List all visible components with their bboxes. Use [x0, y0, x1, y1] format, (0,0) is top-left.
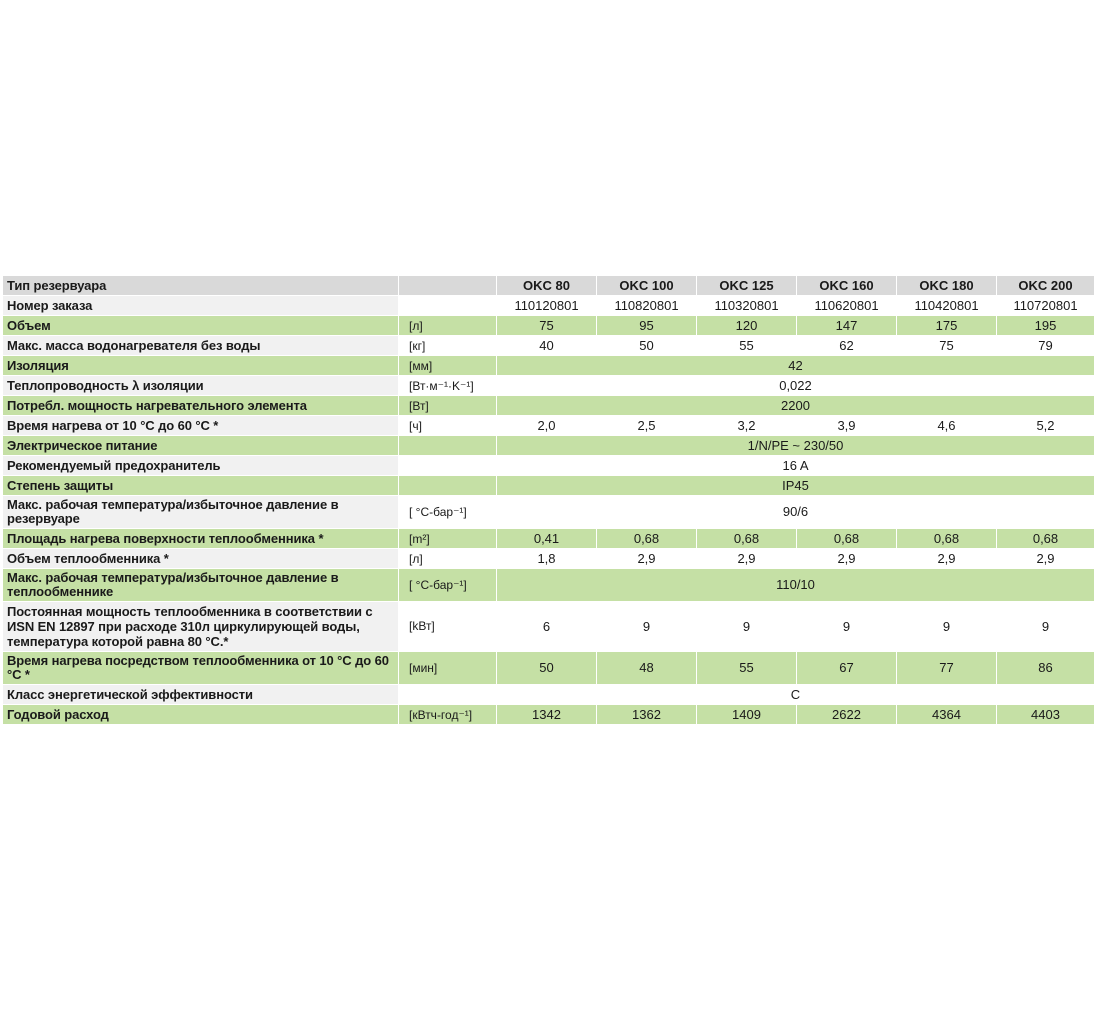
cell-value-span: 42: [497, 356, 1095, 376]
cell-value-span: 90/6: [497, 496, 1095, 529]
row-unit: [ °C-бар⁻¹]: [399, 569, 497, 602]
cell-value: 6: [497, 602, 597, 652]
model-okc-125: OKC 125: [697, 276, 797, 296]
cell-value: 4,6: [897, 416, 997, 436]
cell-value: 4403: [997, 705, 1095, 725]
cell-value: 3,2: [697, 416, 797, 436]
cell-value: 2,0: [497, 416, 597, 436]
row-unit: [399, 436, 497, 456]
cell-value: 55: [697, 336, 797, 356]
table-row-volume: [3, 316, 1095, 336]
row-label: Объем: [3, 316, 399, 336]
cell-value-span: IP45: [497, 476, 1095, 496]
cell-value: 40: [497, 336, 597, 356]
cell-value: 1409: [697, 705, 797, 725]
row-label: Объем теплообменника *: [3, 549, 399, 569]
cell-value-span: 0,022: [497, 376, 1095, 396]
cell-value: 120: [697, 316, 797, 336]
row-label: Теплопроводность λ изоляции: [3, 376, 399, 396]
cell-value-span: 110/10: [497, 569, 1095, 602]
table-row-exchanger-volume: [3, 549, 1095, 569]
table-row-tank-pressure: [3, 496, 1095, 529]
cell-value: 2622: [797, 705, 897, 725]
row-unit: [кВтч-год⁻¹]: [399, 705, 497, 725]
cell-value-span: 1/N/PE ~ 230/50: [497, 436, 1095, 456]
cell-value: 110720801: [997, 296, 1095, 316]
cell-value: 86: [997, 652, 1095, 685]
cell-value: 0,68: [797, 529, 897, 549]
row-label: Потребл. мощность нагревательного элемента: [3, 396, 399, 416]
row-unit: [ч]: [399, 416, 497, 436]
row-label: Макс. рабочая температура/избыточное давление в резервуаре: [3, 496, 399, 529]
cell-value: 0,68: [997, 529, 1095, 549]
table-row-protection: [3, 476, 1095, 496]
table-row-exchanger-power: [3, 602, 1095, 652]
cell-value: 1362: [597, 705, 697, 725]
cell-value: 175: [897, 316, 997, 336]
row-unit: [399, 456, 497, 476]
model-okc-200: OKC 200: [997, 276, 1095, 296]
row-label: Годовой расход: [3, 705, 399, 725]
row-unit: [Вт·м⁻¹·K⁻¹]: [399, 376, 497, 396]
row-label: Номер заказа: [3, 296, 399, 316]
row-label: Изоляция: [3, 356, 399, 376]
row-label: Время нагрева посредством теплообменника от 10 °C до 60 °C *: [3, 652, 399, 685]
row-unit: [Вт]: [399, 396, 497, 416]
cell-value: 1342: [497, 705, 597, 725]
row-label: Макс. масса водонагревателя без воды: [3, 336, 399, 356]
cell-value: 0,41: [497, 529, 597, 549]
table-row-insulation: [3, 356, 1095, 376]
spec-table-container: [3, 276, 1095, 725]
cell-value: 2,9: [797, 549, 897, 569]
cell-value: 9: [697, 602, 797, 652]
cell-value: 0,68: [597, 529, 697, 549]
cell-value: 110820801: [597, 296, 697, 316]
cell-value: 2,5: [597, 416, 697, 436]
row-unit: [кг]: [399, 336, 497, 356]
table-row-order-number: [3, 296, 1095, 316]
table-row-mass: [3, 336, 1095, 356]
cell-value: 110320801: [697, 296, 797, 316]
cell-value: 0,68: [897, 529, 997, 549]
cell-value: 9: [897, 602, 997, 652]
cell-value: 2,9: [697, 549, 797, 569]
cell-value: 62: [797, 336, 897, 356]
model-okc-180: OKC 180: [897, 276, 997, 296]
cell-value: 9: [797, 602, 897, 652]
cell-value: 9: [597, 602, 697, 652]
row-unit: [399, 476, 497, 496]
cell-value: 55: [697, 652, 797, 685]
table-row-heating-time: [3, 416, 1095, 436]
row-label: Электрическое питание: [3, 436, 399, 456]
cell-value: 195: [997, 316, 1095, 336]
cell-value: 3,9: [797, 416, 897, 436]
cell-value: 77: [897, 652, 997, 685]
header-label: Тип резервуара: [3, 276, 399, 296]
cell-value: 5,2: [997, 416, 1095, 436]
row-unit: [л]: [399, 549, 497, 569]
table-row-annual-consumption: [3, 705, 1095, 725]
cell-value: 50: [497, 652, 597, 685]
table-row-heater-power: [3, 396, 1095, 416]
row-unit: [л]: [399, 316, 497, 336]
row-label: Макс. рабочая температура/избыточное давление в теплообменнике: [3, 569, 399, 602]
cell-value: 2,9: [997, 549, 1095, 569]
cell-value: 75: [497, 316, 597, 336]
row-unit: [399, 685, 497, 705]
row-unit: [kВт]: [399, 602, 497, 652]
cell-value: 75: [897, 336, 997, 356]
table-row-power-supply: [3, 436, 1095, 456]
cell-value: 2,9: [897, 549, 997, 569]
cell-value: 147: [797, 316, 897, 336]
model-okc-100: OKC 100: [597, 276, 697, 296]
row-unit: [399, 296, 497, 316]
table-row-exchanger-pressure: [3, 569, 1095, 602]
cell-value: 79: [997, 336, 1095, 356]
row-label: Степень защиты: [3, 476, 399, 496]
row-label: Рекомендуемый предохранитель: [3, 456, 399, 476]
cell-value: 50: [597, 336, 697, 356]
table-row-thermal-conductivity: [3, 376, 1095, 396]
table-row-energy-class: [3, 685, 1095, 705]
cell-value: 2,9: [597, 549, 697, 569]
table-header-row: [3, 276, 1095, 296]
cell-value: 48: [597, 652, 697, 685]
cell-value: 95: [597, 316, 697, 336]
cell-value-span: 2200: [497, 396, 1095, 416]
cell-value: 110620801: [797, 296, 897, 316]
spec-table: [3, 276, 1095, 725]
row-unit: [мин]: [399, 652, 497, 685]
cell-value: 0,68: [697, 529, 797, 549]
table-row-fuse: [3, 456, 1095, 476]
row-label: Время нагрева от 10 °C до 60 °C *: [3, 416, 399, 436]
cell-value: 4364: [897, 705, 997, 725]
row-label: Класс энергетической эффективности: [3, 685, 399, 705]
table-row-exchanger-area: [3, 529, 1095, 549]
cell-value: 110120801: [497, 296, 597, 316]
cell-value: 110420801: [897, 296, 997, 316]
row-label: Площадь нагрева поверхности теплообменника *: [3, 529, 399, 549]
cell-value: 9: [997, 602, 1095, 652]
model-okc-80: OKC 80: [497, 276, 597, 296]
row-unit: [ °C-бар⁻¹]: [399, 496, 497, 529]
cell-value-span: C: [497, 685, 1095, 705]
row-unit: [m²]: [399, 529, 497, 549]
row-label: Постоянная мощность теплообменника в соответствии с ИSN EN 12897 при расходе 310л циркулирующей воды, температура которой равна 80 °C.*: [3, 602, 399, 652]
header-unit: [399, 276, 497, 296]
cell-value: 67: [797, 652, 897, 685]
row-unit: [мм]: [399, 356, 497, 376]
cell-value: 1,8: [497, 549, 597, 569]
cell-value-span: 16 A: [497, 456, 1095, 476]
model-okc-160: OKC 160: [797, 276, 897, 296]
table-row-exchanger-heating-time: [3, 652, 1095, 685]
